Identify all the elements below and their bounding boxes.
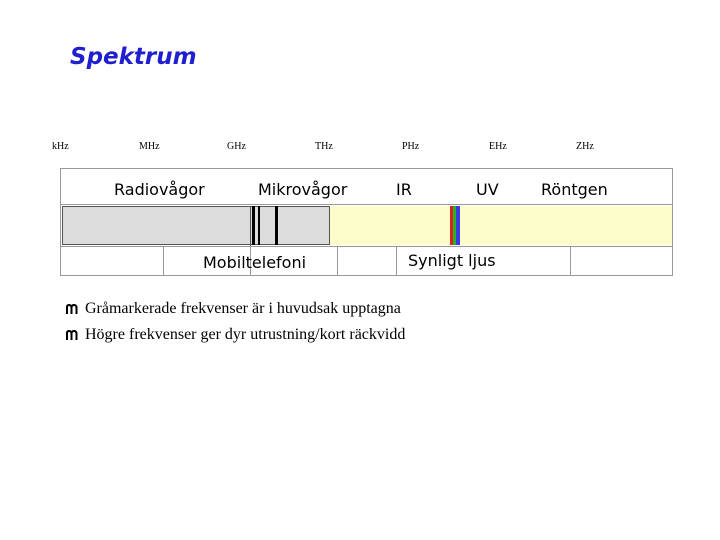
occupied-tick: [275, 206, 278, 245]
bullet-icon: [66, 330, 79, 340]
list-item: [66, 324, 405, 346]
unit-zhz: ZHz: [576, 141, 594, 152]
band-ir: IR: [396, 180, 412, 199]
grid-line: [570, 246, 571, 276]
band-microwave: Mikrovågor: [258, 180, 348, 199]
list-item: [66, 298, 405, 320]
occupied-tick: [252, 206, 255, 245]
slide-title: Spektrum: [70, 44, 197, 70]
band-radio: Radiovågor: [114, 180, 205, 199]
unit-ehz: EHz: [489, 141, 507, 152]
visible-blue-stripe: [456, 206, 460, 245]
grid-line: [396, 246, 397, 276]
row-divider-top: [60, 204, 673, 205]
band-xray: Röntgen: [541, 180, 608, 199]
occupied-region: [62, 206, 330, 245]
grid-line: [337, 246, 338, 276]
unit-khz: kHz: [52, 141, 69, 152]
unit-phz: PHz: [402, 141, 420, 152]
bullet-list: [66, 298, 405, 350]
bullet-text: Högre frekvenser ger dyr utrustning/kort räckvidd: [85, 326, 406, 343]
grid-line: [163, 246, 164, 276]
unit-ghz: GHz: [227, 141, 246, 152]
band-uv: UV: [476, 180, 499, 199]
unit-thz: THz: [315, 141, 333, 152]
visible-light-region: [330, 206, 672, 245]
unit-mhz: MHz: [139, 141, 160, 152]
grid-line: [250, 206, 251, 246]
label-visible-light: Synligt ljus: [408, 251, 496, 270]
bullet-text: Gråmarkerade frekvenser är i huvudsak upptagna: [85, 300, 401, 317]
row-divider-bottom: [60, 246, 673, 247]
label-mobile: Mobiltelefoni: [203, 253, 307, 272]
occupied-tick: [258, 206, 260, 245]
bullet-icon: [66, 304, 79, 314]
